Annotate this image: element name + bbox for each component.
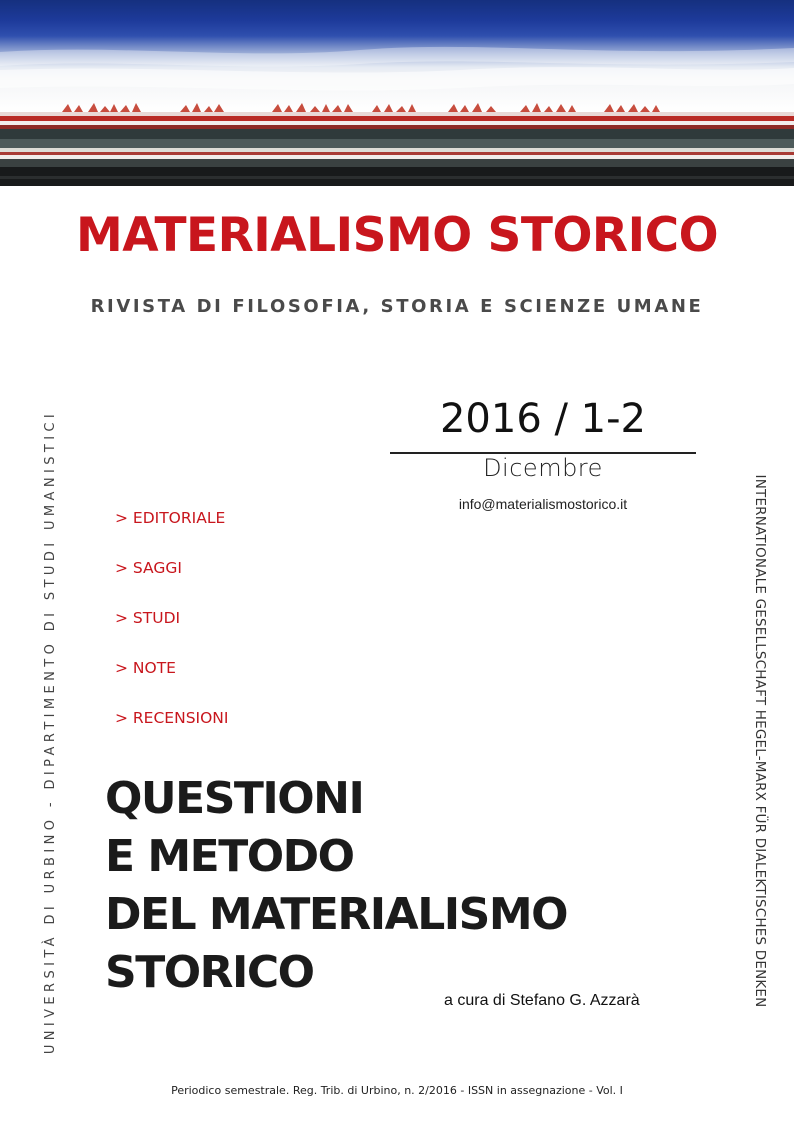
section-item-editoriale[interactable]: > EDITORIALE [115, 509, 226, 527]
publication-footer: Periodico semestrale. Reg. Trib. di Urbino, n. 2/2016 - ISSN in assegnazione - Vol. I [171, 1084, 623, 1097]
society-vertical-text: INTERNATIONALE GESELLSCHAFT HEGEL-MARX FÜR DIALEKTISCHES DENKEN [752, 474, 768, 1008]
section-list [115, 508, 228, 758]
cover-painting [0, 0, 794, 186]
issue-number: 2016 / 1-2 [439, 396, 647, 442]
issue-title [105, 770, 567, 1002]
university-vertical-text: UNIVERSITÀ DI URBINO - DIPARTIMENTO DI STUDI UMANISTICI [43, 409, 58, 1055]
contact-email[interactable]: info@materialismostorico.it [458, 496, 628, 512]
section-item-note[interactable]: > NOTE [115, 659, 176, 677]
issue-month: Dicembre [483, 454, 603, 482]
issue-title-line: E METODO [105, 831, 354, 882]
issue-title-line: QUESTIONI [105, 773, 364, 824]
section-item-saggi[interactable]: > SAGGI [115, 559, 182, 577]
section-item-recensioni[interactable]: > RECENSIONI [115, 709, 229, 727]
issue-title-line: DEL MATERIALISMO [105, 889, 568, 940]
curator-credit: a cura di Stefano G. Azzarà [444, 992, 640, 1009]
issue-title-line: STORICO [105, 947, 314, 998]
journal-subtitle: RIVISTA DI FILOSOFIA, STORIA E SCIENZE UMANE [90, 296, 704, 317]
section-item-studi[interactable]: > STUDI [115, 609, 181, 627]
journal-title: MATERIALISMO STORICO [75, 208, 719, 263]
